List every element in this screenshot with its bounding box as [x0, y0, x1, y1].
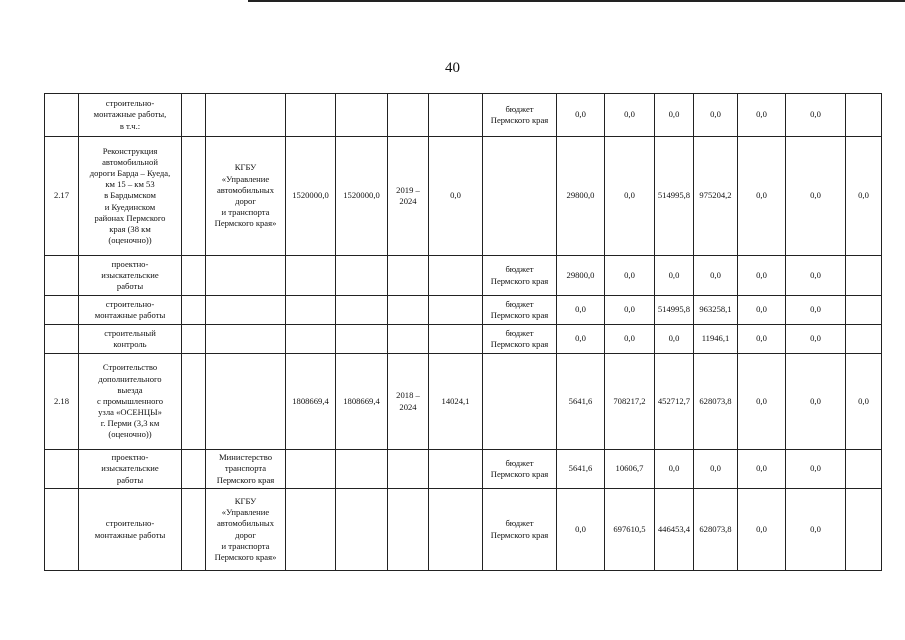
value-year-5-cell: 0,0: [738, 325, 786, 354]
period-cell: [388, 256, 429, 296]
period-cell: [388, 94, 429, 137]
value-year-4-cell: 628073,8: [694, 354, 738, 450]
value-year-6-cell: 0,0: [786, 256, 846, 296]
item-name-cell: строительно- монтажные работы: [79, 296, 182, 325]
funding-source-cell: бюджет Пермского края: [483, 296, 557, 325]
executor-cell: [206, 256, 286, 296]
cost-cell: [336, 256, 388, 296]
item-name-cell: строительно- монтажные работы, в т.ч.:: [79, 94, 182, 137]
value-year-5-cell: 0,0: [738, 137, 786, 256]
item-number-cell: [45, 325, 79, 354]
value-year-6-cell: 0,0: [786, 325, 846, 354]
value-year-6-cell: 0,0: [786, 296, 846, 325]
cost-cell: [336, 296, 388, 325]
spent-cell: [429, 296, 483, 325]
executor-cell: [206, 325, 286, 354]
value-year-2-cell: 10606,7: [605, 450, 655, 489]
cost-cell: [336, 489, 388, 571]
table-row: [45, 137, 882, 256]
value-year-2-cell: 708217,2: [605, 354, 655, 450]
value-year-1-cell: 0,0: [557, 489, 605, 571]
total-cost-cell: [286, 296, 336, 325]
value-year-4-cell: 11946,1: [694, 325, 738, 354]
spent-cell: [429, 489, 483, 571]
spacer-cell: [182, 256, 206, 296]
value-year-2-cell: 0,0: [605, 94, 655, 137]
value-year-3-cell: 514995,8: [655, 296, 694, 325]
value-year-1-cell: 0,0: [557, 94, 605, 137]
spent-cell: 14024,1: [429, 354, 483, 450]
value-year-7-cell: 0,0: [846, 137, 882, 256]
value-year-4-cell: 0,0: [694, 94, 738, 137]
top-rule: [248, 0, 905, 2]
value-year-3-cell: 0,0: [655, 256, 694, 296]
value-year-3-cell: 514995,8: [655, 137, 694, 256]
value-year-6-cell: 0,0: [786, 137, 846, 256]
value-year-7-cell: [846, 325, 882, 354]
value-year-2-cell: 0,0: [605, 296, 655, 325]
cost-cell: 1520000,0: [336, 137, 388, 256]
value-year-7-cell: 0,0: [846, 354, 882, 450]
total-cost-cell: [286, 94, 336, 137]
table-row: [45, 256, 882, 296]
spacer-cell: [182, 94, 206, 137]
item-number-cell: [45, 489, 79, 571]
value-year-4-cell: 0,0: [694, 256, 738, 296]
value-year-3-cell: 0,0: [655, 325, 694, 354]
value-year-1-cell: 29800,0: [557, 256, 605, 296]
spacer-cell: [182, 296, 206, 325]
funding-source-cell: [483, 137, 557, 256]
cost-cell: [336, 450, 388, 489]
table-row: [45, 94, 882, 137]
table-row: [45, 489, 882, 571]
table-row: [45, 296, 882, 325]
value-year-7-cell: [846, 256, 882, 296]
value-year-4-cell: 975204,2: [694, 137, 738, 256]
spent-cell: 0,0: [429, 137, 483, 256]
value-year-7-cell: [846, 94, 882, 137]
program-table: [44, 93, 882, 571]
total-cost-cell: [286, 256, 336, 296]
value-year-3-cell: 446453,4: [655, 489, 694, 571]
value-year-1-cell: 0,0: [557, 296, 605, 325]
item-number-cell: [45, 296, 79, 325]
total-cost-cell: 1520000,0: [286, 137, 336, 256]
funding-source-cell: бюджет Пермского края: [483, 450, 557, 489]
spacer-cell: [182, 325, 206, 354]
value-year-5-cell: 0,0: [738, 94, 786, 137]
spacer-cell: [182, 489, 206, 571]
value-year-2-cell: 0,0: [605, 256, 655, 296]
funding-source-cell: бюджет Пермского края: [483, 489, 557, 571]
spacer-cell: [182, 450, 206, 489]
spent-cell: [429, 94, 483, 137]
period-cell: [388, 296, 429, 325]
value-year-2-cell: 0,0: [605, 137, 655, 256]
cost-cell: 1808669,4: [336, 354, 388, 450]
period-cell: 2018 – 2024: [388, 354, 429, 450]
value-year-1-cell: 5641,6: [557, 450, 605, 489]
value-year-2-cell: 697610,5: [605, 489, 655, 571]
item-name-cell: проектно- изыскательские работы: [79, 256, 182, 296]
executor-cell: КГБУ «Управление автомобильных дорог и транспорта Пермского края»: [206, 489, 286, 571]
value-year-7-cell: [846, 489, 882, 571]
value-year-1-cell: 0,0: [557, 325, 605, 354]
value-year-1-cell: 29800,0: [557, 137, 605, 256]
value-year-7-cell: [846, 450, 882, 489]
funding-source-cell: бюджет Пермского края: [483, 325, 557, 354]
total-cost-cell: 1808669,4: [286, 354, 336, 450]
value-year-5-cell: 0,0: [738, 450, 786, 489]
value-year-5-cell: 0,0: [738, 354, 786, 450]
table-body: [45, 94, 882, 571]
executor-cell: [206, 354, 286, 450]
table-row: [45, 450, 882, 489]
value-year-6-cell: 0,0: [786, 354, 846, 450]
spent-cell: [429, 325, 483, 354]
item-number-cell: [45, 450, 79, 489]
page-number: 40: [445, 60, 460, 76]
value-year-6-cell: 0,0: [786, 450, 846, 489]
period-cell: 2019 – 2024: [388, 137, 429, 256]
item-number-cell: [45, 256, 79, 296]
value-year-5-cell: 0,0: [738, 296, 786, 325]
total-cost-cell: [286, 450, 336, 489]
spacer-cell: [182, 137, 206, 256]
funding-source-cell: [483, 354, 557, 450]
item-name-cell: строительный контроль: [79, 325, 182, 354]
funding-source-cell: бюджет Пермского края: [483, 256, 557, 296]
value-year-1-cell: 5641,6: [557, 354, 605, 450]
cost-cell: [336, 94, 388, 137]
item-number-cell: 2.18: [45, 354, 79, 450]
item-number-cell: [45, 94, 79, 137]
value-year-4-cell: 963258,1: [694, 296, 738, 325]
item-number-cell: 2.17: [45, 137, 79, 256]
spacer-cell: [182, 354, 206, 450]
value-year-3-cell: 0,0: [655, 450, 694, 489]
item-name-cell: строительно- монтажные работы: [79, 489, 182, 571]
spent-cell: [429, 450, 483, 489]
value-year-4-cell: 628073,8: [694, 489, 738, 571]
executor-cell: [206, 296, 286, 325]
value-year-5-cell: 0,0: [738, 256, 786, 296]
period-cell: [388, 489, 429, 571]
value-year-5-cell: 0,0: [738, 489, 786, 571]
total-cost-cell: [286, 489, 336, 571]
value-year-6-cell: 0,0: [786, 94, 846, 137]
item-name-cell: Строительство дополнительного выезда с промышленного узла «ОСЕНЦЫ» г. Перми (3,3 км (оценочно)): [79, 354, 182, 450]
item-name-cell: Реконструкция автомобильной дороги Барда – Куеда, км 15 – км 53 в Бардымском и Куединском районах Пермского края (38 км (оценочно)): [79, 137, 182, 256]
value-year-6-cell: 0,0: [786, 489, 846, 571]
table-row: [45, 354, 882, 450]
table-row: [45, 325, 882, 354]
spent-cell: [429, 256, 483, 296]
item-name-cell: проектно- изыскательские работы: [79, 450, 182, 489]
value-year-3-cell: 0,0: [655, 94, 694, 137]
value-year-3-cell: 452712,7: [655, 354, 694, 450]
value-year-4-cell: 0,0: [694, 450, 738, 489]
value-year-2-cell: 0,0: [605, 325, 655, 354]
executor-cell: [206, 94, 286, 137]
period-cell: [388, 325, 429, 354]
period-cell: [388, 450, 429, 489]
executor-cell: Министерство транспорта Пермского края: [206, 450, 286, 489]
executor-cell: КГБУ «Управление автомобильных дорог и транспорта Пермского края»: [206, 137, 286, 256]
value-year-7-cell: [846, 296, 882, 325]
total-cost-cell: [286, 325, 336, 354]
cost-cell: [336, 325, 388, 354]
funding-source-cell: бюджет Пермского края: [483, 94, 557, 137]
